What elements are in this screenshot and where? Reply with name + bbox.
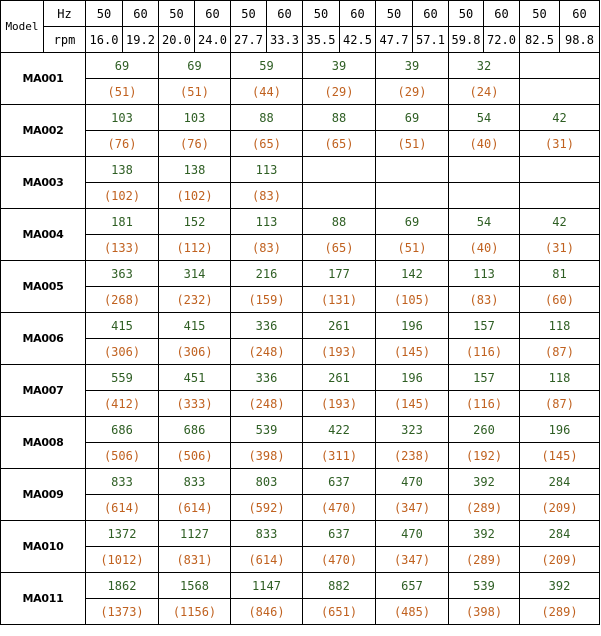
secondary-value-cell: (51) [376, 131, 449, 157]
hz-cell: 60 [413, 1, 449, 27]
secondary-value-cell [520, 183, 600, 209]
secondary-value-cell: (83) [231, 183, 303, 209]
secondary-value-cell: (289) [520, 599, 600, 625]
secondary-value-cell: (347) [376, 495, 449, 521]
torque-value-cell: 157 [449, 313, 520, 339]
torque-value-cell: 422 [303, 417, 376, 443]
model-name-cell: MA010 [1, 521, 86, 573]
secondary-value-cell: (65) [231, 131, 303, 157]
torque-value-cell: 32 [449, 53, 520, 79]
torque-value-cell: 637 [303, 521, 376, 547]
torque-value-cell: 833 [159, 469, 231, 495]
secondary-value-cell: (83) [449, 287, 520, 313]
torque-value-cell: 470 [376, 469, 449, 495]
model-name-cell: MA007 [1, 365, 86, 417]
secondary-value-cell: (193) [303, 339, 376, 365]
rpm-cell: 20.0 [159, 27, 195, 53]
secondary-value-cell: (412) [86, 391, 159, 417]
secondary-value-cell: (24) [449, 79, 520, 105]
hz-cell: 50 [159, 1, 195, 27]
torque-value-cell: 833 [86, 469, 159, 495]
torque-value-cell: 1372 [86, 521, 159, 547]
secondary-value-cell: (192) [449, 443, 520, 469]
table-row [1, 105, 600, 131]
torque-value-cell: 470 [376, 521, 449, 547]
torque-value-cell: 196 [376, 365, 449, 391]
secondary-value-cell: (131) [303, 287, 376, 313]
torque-value-cell: 142 [376, 261, 449, 287]
secondary-value-cell: (209) [520, 495, 600, 521]
table-row [1, 521, 600, 547]
secondary-value-cell: (506) [86, 443, 159, 469]
secondary-value-cell: (51) [86, 79, 159, 105]
hz-cell: 60 [560, 1, 600, 27]
rpm-cell: 33.3 [267, 27, 303, 53]
torque-value-cell: 657 [376, 573, 449, 599]
hz-cell: 60 [340, 1, 376, 27]
torque-value-cell: 103 [159, 105, 231, 131]
table-row-secondary [1, 547, 600, 573]
torque-value-cell [449, 157, 520, 183]
rpm-cell: 57.1 [413, 27, 449, 53]
model-name-cell: MA009 [1, 469, 86, 521]
torque-value-cell: 833 [231, 521, 303, 547]
model-column-header: Model [1, 1, 44, 53]
model-name-cell: MA011 [1, 573, 86, 625]
secondary-value-cell: (306) [86, 339, 159, 365]
rpm-cell: 27.7 [231, 27, 267, 53]
secondary-value-cell: (87) [520, 391, 600, 417]
torque-value-cell: 637 [303, 469, 376, 495]
secondary-value-cell: (87) [520, 339, 600, 365]
secondary-value-cell: (51) [159, 79, 231, 105]
torque-value-cell: 103 [86, 105, 159, 131]
table-body [1, 1, 600, 625]
hz-cell: 60 [267, 1, 303, 27]
secondary-value-cell: (76) [159, 131, 231, 157]
secondary-value-cell: (29) [303, 79, 376, 105]
secondary-value-cell: (268) [86, 287, 159, 313]
secondary-value-cell: (333) [159, 391, 231, 417]
model-name-cell: MA003 [1, 157, 86, 209]
secondary-value-cell: (102) [86, 183, 159, 209]
torque-value-cell: 113 [231, 157, 303, 183]
rpm-cell: 16.0 [86, 27, 123, 53]
torque-value-cell: 54 [449, 209, 520, 235]
secondary-value-cell: (1012) [86, 547, 159, 573]
secondary-value-cell: (40) [449, 235, 520, 261]
secondary-value-cell: (31) [520, 235, 600, 261]
rpm-cell: 47.7 [376, 27, 413, 53]
table-row-secondary [1, 495, 600, 521]
table-row-secondary [1, 79, 600, 105]
secondary-value-cell: (614) [86, 495, 159, 521]
torque-value-cell: 88 [303, 209, 376, 235]
torque-value-cell: 539 [231, 417, 303, 443]
hz-cell: 50 [449, 1, 484, 27]
table-row [1, 313, 600, 339]
torque-value-cell: 42 [520, 209, 600, 235]
torque-value-cell: 392 [449, 521, 520, 547]
hz-cell: 50 [86, 1, 123, 27]
rpm-cell: 59.8 [449, 27, 484, 53]
torque-value-cell: 284 [520, 521, 600, 547]
torque-value-cell: 451 [159, 365, 231, 391]
secondary-value-cell: (248) [231, 339, 303, 365]
torque-value-cell: 181 [86, 209, 159, 235]
secondary-value-cell: (506) [159, 443, 231, 469]
secondary-value-cell: (51) [376, 235, 449, 261]
secondary-value-cell: (29) [376, 79, 449, 105]
torque-value-cell: 196 [520, 417, 600, 443]
torque-value-cell: 336 [231, 365, 303, 391]
hz-cell: 50 [376, 1, 413, 27]
table-row-secondary [1, 235, 600, 261]
table-row-secondary [1, 391, 600, 417]
secondary-value-cell: (347) [376, 547, 449, 573]
torque-value-cell: 42 [520, 105, 600, 131]
secondary-value-cell: (60) [520, 287, 600, 313]
secondary-value-cell: (40) [449, 131, 520, 157]
torque-value-cell [376, 157, 449, 183]
rpm-cell: 24.0 [195, 27, 231, 53]
hz-cell: 50 [231, 1, 267, 27]
secondary-value-cell: (311) [303, 443, 376, 469]
secondary-value-cell: (65) [303, 131, 376, 157]
secondary-value-cell: (83) [231, 235, 303, 261]
torque-value-cell: 686 [86, 417, 159, 443]
torque-value-cell: 1862 [86, 573, 159, 599]
torque-value-cell [520, 157, 600, 183]
table-row [1, 573, 600, 599]
torque-value-cell: 323 [376, 417, 449, 443]
secondary-value-cell: (116) [449, 391, 520, 417]
torque-value-cell: 261 [303, 313, 376, 339]
rpm-cell: 19.2 [123, 27, 159, 53]
secondary-value-cell: (470) [303, 495, 376, 521]
torque-value-cell: 81 [520, 261, 600, 287]
table-row [1, 209, 600, 235]
hz-cell: 60 [123, 1, 159, 27]
secondary-value-cell: (306) [159, 339, 231, 365]
torque-value-cell: 415 [159, 313, 231, 339]
secondary-value-cell: (846) [231, 599, 303, 625]
secondary-value-cell: (398) [231, 443, 303, 469]
torque-value-cell: 559 [86, 365, 159, 391]
torque-value-cell: 69 [376, 209, 449, 235]
secondary-value-cell: (289) [449, 495, 520, 521]
torque-value-cell: 88 [303, 105, 376, 131]
secondary-value-cell: (232) [159, 287, 231, 313]
secondary-value-cell [303, 183, 376, 209]
torque-value-cell: 415 [86, 313, 159, 339]
secondary-value-cell: (65) [303, 235, 376, 261]
secondary-value-cell [520, 79, 600, 105]
torque-value-cell: 113 [231, 209, 303, 235]
secondary-value-cell: (145) [520, 443, 600, 469]
secondary-value-cell: (116) [449, 339, 520, 365]
secondary-value-cell: (592) [231, 495, 303, 521]
secondary-value-cell [376, 183, 449, 209]
torque-value-cell: 216 [231, 261, 303, 287]
table-row-secondary [1, 443, 600, 469]
torque-value-cell: 336 [231, 313, 303, 339]
secondary-value-cell: (1156) [159, 599, 231, 625]
model-name-cell: MA008 [1, 417, 86, 469]
hz-cell: 50 [520, 1, 560, 27]
secondary-value-cell: (289) [449, 547, 520, 573]
secondary-value-cell: (112) [159, 235, 231, 261]
rpm-cell: 42.5 [340, 27, 376, 53]
torque-value-cell: 69 [376, 105, 449, 131]
torque-value-cell: 260 [449, 417, 520, 443]
torque-value-cell [303, 157, 376, 183]
torque-value-cell: 69 [159, 53, 231, 79]
secondary-value-cell: (470) [303, 547, 376, 573]
torque-value-cell: 69 [86, 53, 159, 79]
torque-value-cell: 1147 [231, 573, 303, 599]
table-row [1, 469, 600, 495]
torque-value-cell: 88 [231, 105, 303, 131]
torque-value-cell: 363 [86, 261, 159, 287]
secondary-value-cell: (44) [231, 79, 303, 105]
secondary-value-cell: (76) [86, 131, 159, 157]
secondary-value-cell [449, 183, 520, 209]
rpm-cell: 82.5 [520, 27, 560, 53]
torque-value-cell: 803 [231, 469, 303, 495]
rpm-cell: 35.5 [303, 27, 340, 53]
secondary-value-cell: (145) [376, 339, 449, 365]
table-row [1, 157, 600, 183]
table-row [1, 261, 600, 287]
secondary-value-cell: (133) [86, 235, 159, 261]
torque-value-cell: 113 [449, 261, 520, 287]
secondary-value-cell: (145) [376, 391, 449, 417]
torque-value-cell: 152 [159, 209, 231, 235]
hz-label: Hz [44, 1, 86, 27]
torque-value-cell: 157 [449, 365, 520, 391]
hz-header-row [1, 1, 600, 27]
torque-value-cell: 39 [376, 53, 449, 79]
table-row-secondary [1, 131, 600, 157]
rpm-label: rpm [44, 27, 86, 53]
secondary-value-cell: (209) [520, 547, 600, 573]
torque-value-cell: 118 [520, 313, 600, 339]
secondary-value-cell: (398) [449, 599, 520, 625]
torque-value-cell: 284 [520, 469, 600, 495]
rpm-cell: 72.0 [484, 27, 520, 53]
torque-value-cell: 261 [303, 365, 376, 391]
secondary-value-cell: (1373) [86, 599, 159, 625]
torque-value-cell: 177 [303, 261, 376, 287]
torque-value-cell: 1568 [159, 573, 231, 599]
secondary-value-cell: (831) [159, 547, 231, 573]
model-name-cell: MA006 [1, 313, 86, 365]
hz-cell: 60 [484, 1, 520, 27]
torque-value-cell: 392 [449, 469, 520, 495]
table-row [1, 365, 600, 391]
hz-cell: 50 [303, 1, 340, 27]
torque-value-cell: 539 [449, 573, 520, 599]
secondary-value-cell: (238) [376, 443, 449, 469]
rpm-cell: 98.8 [560, 27, 600, 53]
secondary-value-cell: (248) [231, 391, 303, 417]
model-name-cell: MA004 [1, 209, 86, 261]
torque-value-cell: 392 [520, 573, 600, 599]
secondary-value-cell: (485) [376, 599, 449, 625]
model-name-cell: MA001 [1, 53, 86, 105]
torque-value-cell: 196 [376, 313, 449, 339]
model-name-cell: MA002 [1, 105, 86, 157]
table-row-secondary [1, 599, 600, 625]
model-name-cell: MA005 [1, 261, 86, 313]
table-row [1, 417, 600, 443]
torque-value-cell [520, 53, 600, 79]
torque-value-cell: 1127 [159, 521, 231, 547]
torque-value-cell: 118 [520, 365, 600, 391]
secondary-value-cell: (102) [159, 183, 231, 209]
hz-cell: 60 [195, 1, 231, 27]
torque-value-cell: 138 [159, 157, 231, 183]
torque-value-cell: 39 [303, 53, 376, 79]
torque-value-cell: 138 [86, 157, 159, 183]
secondary-value-cell: (651) [303, 599, 376, 625]
table-row-secondary [1, 287, 600, 313]
table-row-secondary [1, 183, 600, 209]
torque-value-cell: 882 [303, 573, 376, 599]
secondary-value-cell: (159) [231, 287, 303, 313]
secondary-value-cell: (614) [231, 547, 303, 573]
secondary-value-cell: (31) [520, 131, 600, 157]
torque-value-cell: 314 [159, 261, 231, 287]
torque-value-cell: 54 [449, 105, 520, 131]
secondary-value-cell: (614) [159, 495, 231, 521]
secondary-value-cell: (193) [303, 391, 376, 417]
secondary-value-cell: (105) [376, 287, 449, 313]
torque-value-cell: 59 [231, 53, 303, 79]
rpm-header-row [1, 27, 600, 53]
torque-value-cell: 686 [159, 417, 231, 443]
table-row [1, 53, 600, 79]
table-row-secondary [1, 339, 600, 365]
